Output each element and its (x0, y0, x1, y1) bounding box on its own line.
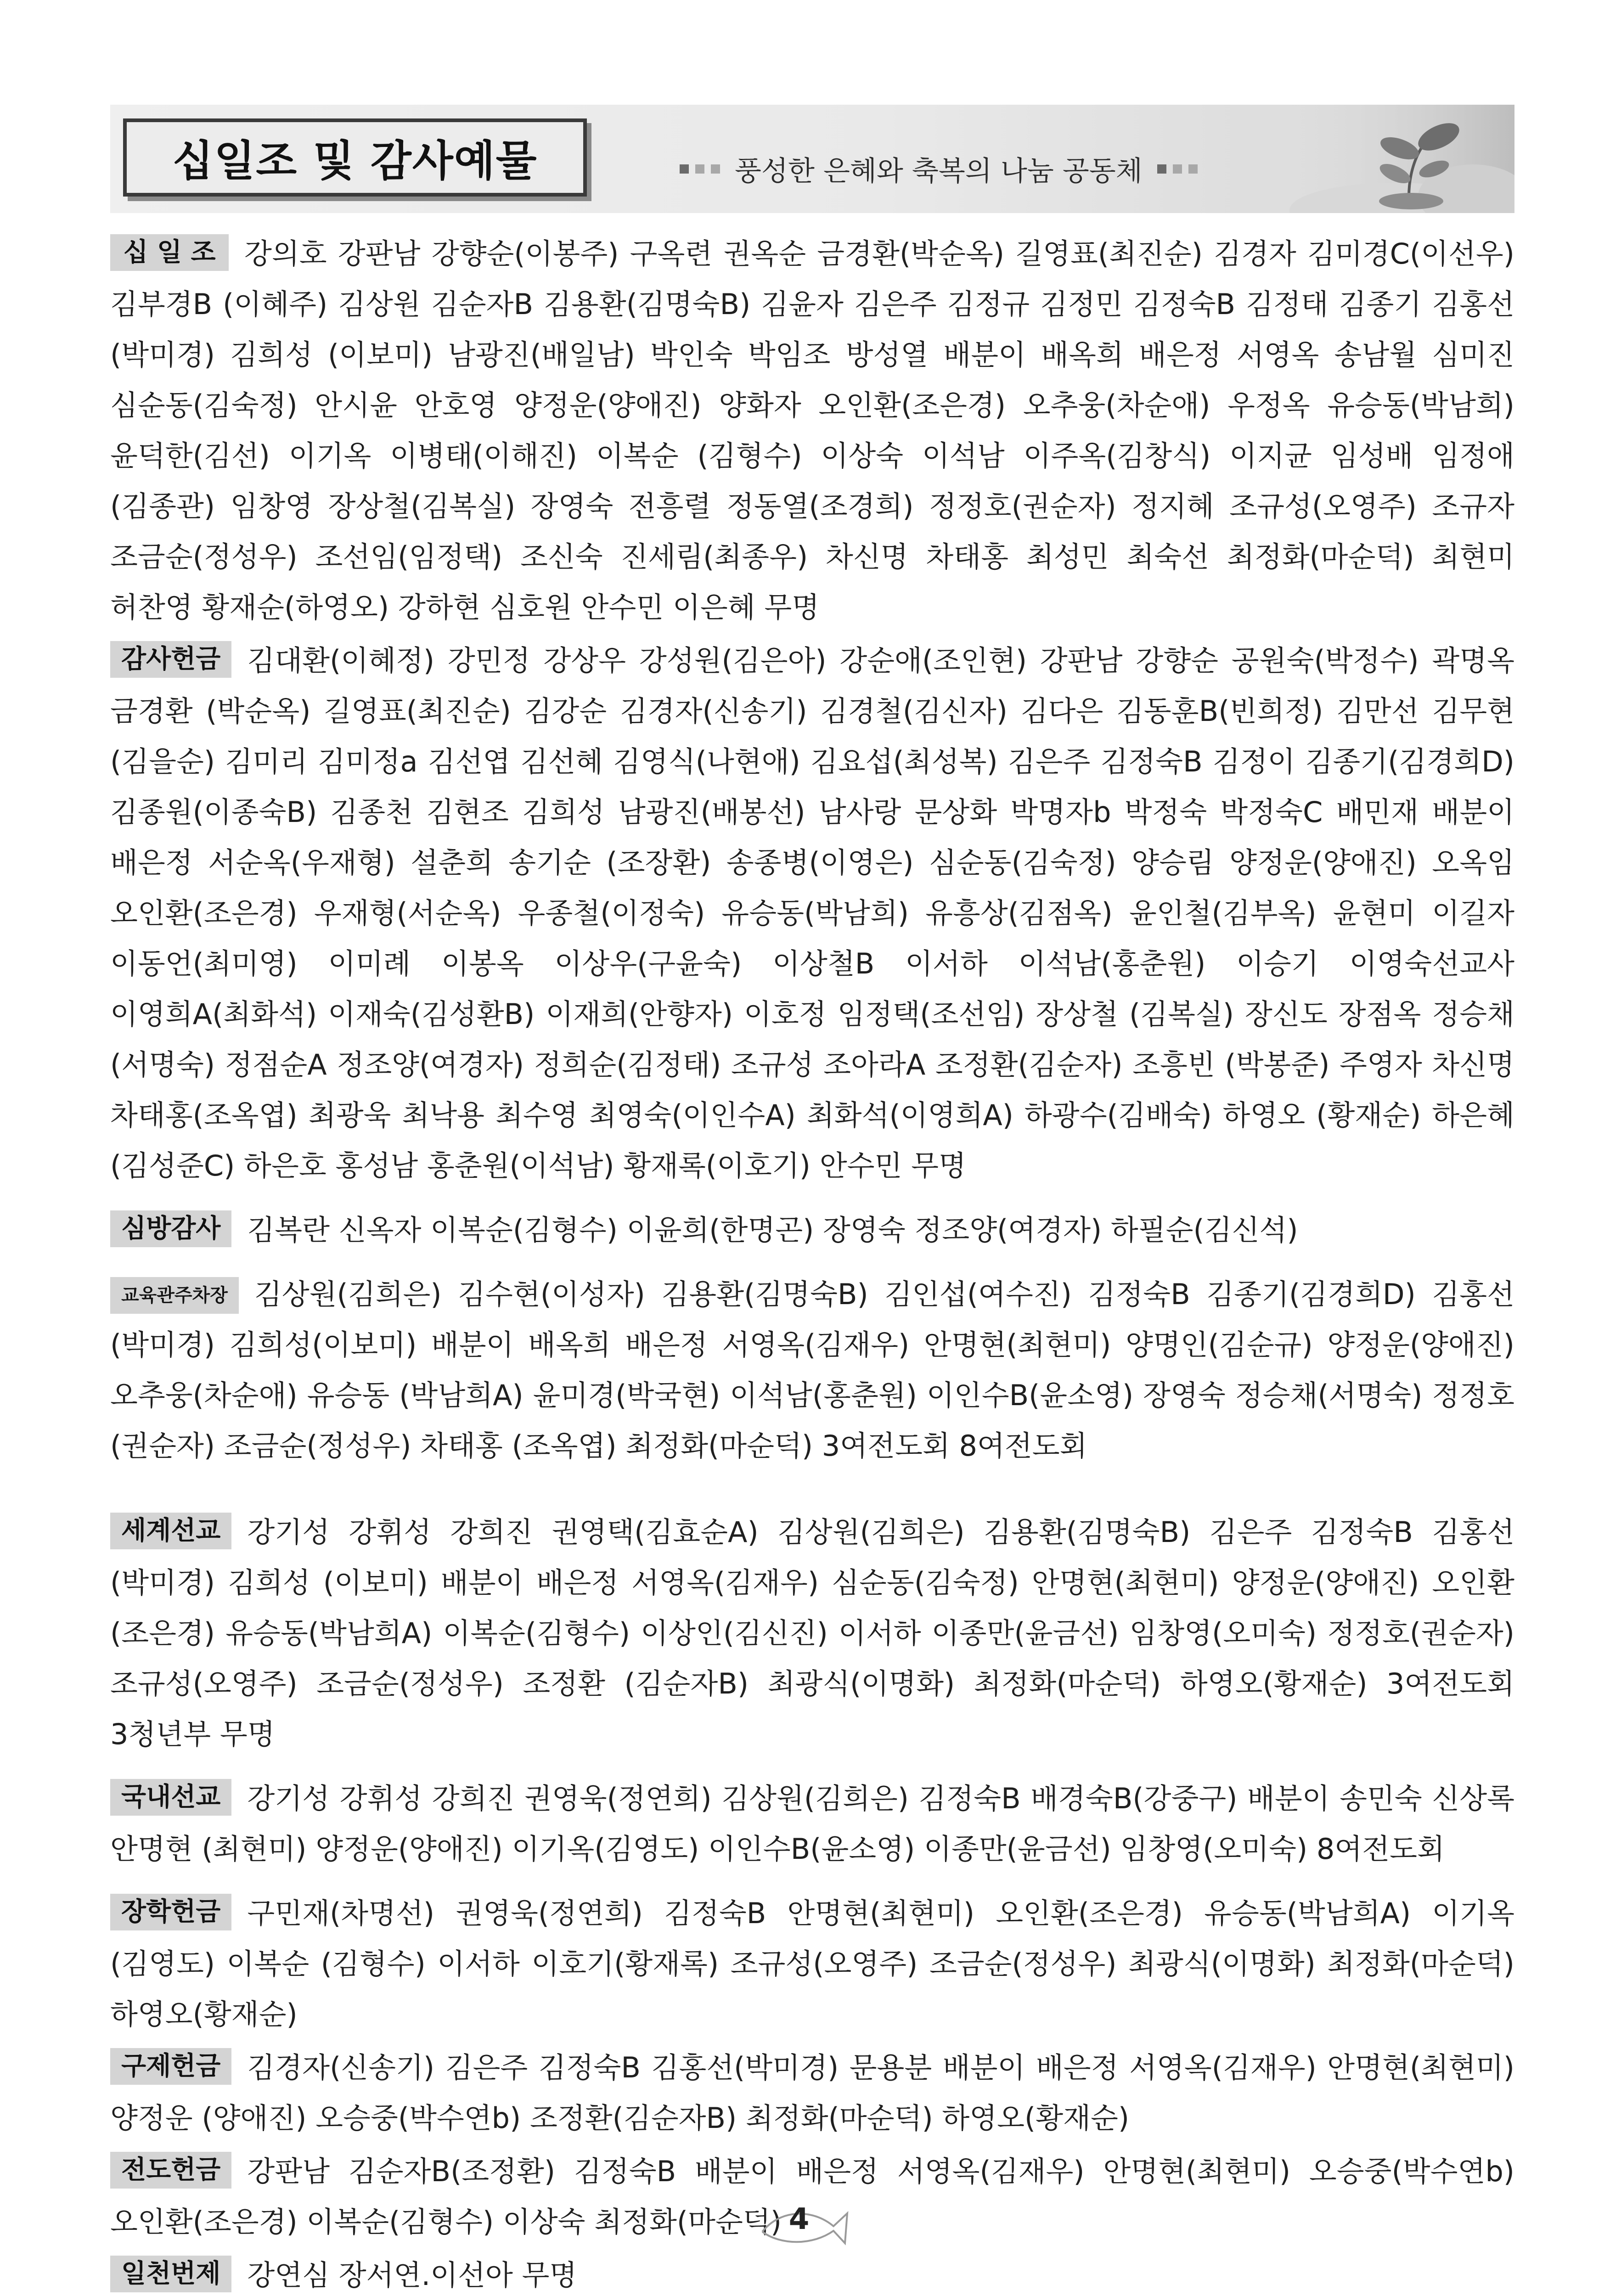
name-list: 김경자(신송기) 김은주 김정숙B 김홍선(박미경) 문용분 배분이 배은정 서영옥(김재우) 안명현(최현미) 양정운 (양애진) 오승중(박수연b) 조정환(김순자B) 최정화(마순덕) 하영오(황재순) (110, 2051, 1514, 2135)
section-domestic-mission (110, 1773, 1514, 1874)
section-thanks-offering (110, 636, 1514, 1191)
section-visitation-thanks (110, 1205, 1514, 1255)
page-title: 십일조 및 감사예물 (172, 136, 538, 186)
hands-plant-illustration (1257, 105, 1514, 213)
section-label: 교육관주차장 (110, 1277, 239, 1314)
page-number-text: 4 (788, 2202, 810, 2236)
section-thousand-offerings (110, 2250, 1514, 2296)
section-label: 일천번제 (110, 2256, 231, 2292)
name-list: 강기성 강휘성 강희진 권영욱(정연희) 김상원(김희은) 김정숙B 배경숙B(강중구) 배분이 송민숙 신상록 안명현 (최현미) 양정운(양애진) 이기옥(김영도) 이인수B(윤소영) 이종만(윤금선) 임창영(오미숙) 8여전도회 (110, 1782, 1514, 1866)
page-number (753, 2200, 854, 2250)
name-list: 강판남 김순자B(조정환) 김정숙B 배분이 배은정 서영옥(김재우) 안명현(최현미) 오승중(박수연b) 오인환(조은경) 이복순(김형수) 이상숙 최정화(마순덕) (110, 2155, 1514, 2239)
name-list: 강기성 강휘성 강희진 권영택(김효순A) 김상원(김희은) 김용환(김명숙B) 김은주 김정숙B 김홍선(박미경) 김희성 (이보미) 배분이 배은정 서영옥(김재우) 심순동(김숙정) 안명현(최현미) 양정운(양애진) 오인환(조은경) 유승동(박남희A) 이복순(김형수) 이상인(김신진) 이서하 이종만(윤금선) 임창영(오미숙) 정정호(권순자) 조규성(오영주) 조금순(정성우) 조정환 (김순자B) 최광식(이명화) 최정화(마순덕) 하영오(황재순) 3여전도회 3청년부 무명 (110, 1515, 1514, 1751)
title-box (123, 118, 587, 197)
left-square-ornament (680, 164, 720, 174)
section-label: 세계선교 (110, 1513, 231, 1549)
name-list: 강연심 장서연.이선아 무명 (247, 2258, 577, 2292)
right-square-ornament (1157, 164, 1198, 174)
section-label: 장학헌금 (110, 1894, 231, 1930)
section-world-mission (110, 1507, 1514, 1760)
section-label: 전도헌금 (110, 2152, 231, 2189)
section-label: 심방감사 (110, 1210, 231, 1247)
subtitle-row (680, 151, 1198, 187)
section-label: 국내선교 (110, 1779, 231, 1816)
name-list: 김복란 신옥자 이복순(김형수) 이윤희(한명곤) 장영숙 정조양(여경자) 하필순(김신석) (247, 1213, 1298, 1247)
name-list: 강의호 강판남 강향순(이봉주) 구옥련 권옥순 금경환(박순옥) 길영표(최진순) 김경자 김미경C(이선우) 김부경B (이혜주) 김상원 김순자B 김용환(김명숙B) 김윤자 김은주 김정규 김정민 김정숙B 김정태 김종기 김홍선(박미경) 김희성 (이보미) 남광진(배일남) 박인숙 박임조 방성열 배분이 배옥희 배은정 서영옥 송남월 심미진 심순동(김숙정) 안시윤 안호영 양정운(양애진) 양화자 오인환(조은경) 오추웅(차순애) 우정옥 유승동(박남희) 윤덕한(김선) 이기옥 이병태(이해진) 이복순 (김형수) 이상숙 이석남 이주옥(김창식) 이지균 임성배 임정애(김종관) 임창영 장상철(김복실) 장영숙 전흥렬 정동열(조경희) 정정호(권순자) 정지혜 조규성(오영주) 조규자 조금순(정성우) 조선임(임정택) 조신숙 진세림(최종우) 차신명 차태홍 최성민 최숙선 최정화(마순덕) 최현미 허찬영 황재순(하영오) 강하현 심호원 안수민 이은혜 무명 (110, 237, 1514, 624)
section-education-parking (110, 1269, 1514, 1471)
header-banner (110, 105, 1514, 213)
name-list: 김상원(김희은) 김수현(이성자) 김용환(김명숙B) 김인섭(여수진) 김정숙B 김종기(김경희D) 김홍선(박미경) 김희성(이보미) 배분이 배옥희 배은정 서영옥(김재우) 안명현(최현미) 양명인(김순규) 양정운(양애진) 오추웅(차순애) 유승동 (박남희A) 윤미경(박국현) 이석남(홍춘원) 이인수B(윤소영) 장영숙 정승채(서명숙) 정정호(권순자) 조금순(정성우) 차태홍 (조옥엽) 최정화(마순덕) 3여전도회 8여전도회 (110, 1277, 1514, 1463)
section-tithe (110, 229, 1514, 633)
offering-list (110, 229, 1514, 2296)
section-label: 십 일 조 (110, 234, 229, 271)
name-list: 김대환(이혜정) 강민정 강상우 강성원(김은아) 강순애(조인현) 강판남 강향순 공원숙(박정수) 곽명옥 금경환 (박순옥) 길영표(최진순) 김강순 김경자(신송기) 김경철(김신자) 김다은 김동훈B(빈희정) 김만선 김무현(김을순) 김미리 김미정a 김선엽 김선혜 김영식(나현애) 김요섭(최성복) 김은주 김정숙B 김정이 김종기(김경희D) 김종원(이종숙B) 김종천 김현조 김희성 남광진(배봉선) 남사랑 문상화 박명자b 박정숙 박정숙C 배민재 배분이 배은정 서순옥(우재형) 설춘희 송기순 (조장환) 송종병(이영은) 심순동(김숙정) 양승림 양정운(양애진) 오옥임 오인환(조은경) 우재형(서순옥) 우종철(이정숙) 유승동(박남희) 유흥상(김점옥) 윤인철(김부옥) 윤현미 이길자 이동언(최미영) 이미례 이봉옥 이상우(구윤숙) 이상철B 이서하 이석남(홍춘원) 이승기 이영숙선교사 이영희A(최화석) 이재숙(김성환B) 이재희(안향자) 이호정 임정택(조선임) 장상철 (김복실) 장신도 장점옥 정승채(서명숙) 정점순A 정조양(여경자) 정희순(김정태) 조규성 조아라A 조정환(김순자) 조흥빈 (박봉준) 주영자 차신명 차태홍(조옥엽) 최광욱 최낙용 최수영 최영숙(이인수A) 최화석(이영희A) 하광수(김배숙) 하영오 (황재순) 하은혜(김성준C) 하은호 홍성남 홍춘원(이석남) 황재록(이호기) 안수민 무명 (110, 644, 1514, 1182)
name-list: 구민재(차명선) 권영욱(정연희) 김정숙B 안명현(최현미) 오인환(조은경) 유승동(박남희A) 이기옥(김영도) 이복순 (김형수) 이서하 이호기(황재록) 조규성(오영주) 조금순(정성우) 최광식(이명화) 최정화(마순덕) 하영오(황재순) (110, 1896, 1514, 2031)
subtitle: 풍성한 은혜와 축복의 나눔 공동체 (735, 155, 1143, 187)
section-scholarship (110, 1888, 1514, 2040)
section-relief (110, 2043, 1514, 2144)
section-label: 감사헌금 (110, 641, 231, 678)
section-label: 구제헌금 (110, 2048, 231, 2085)
